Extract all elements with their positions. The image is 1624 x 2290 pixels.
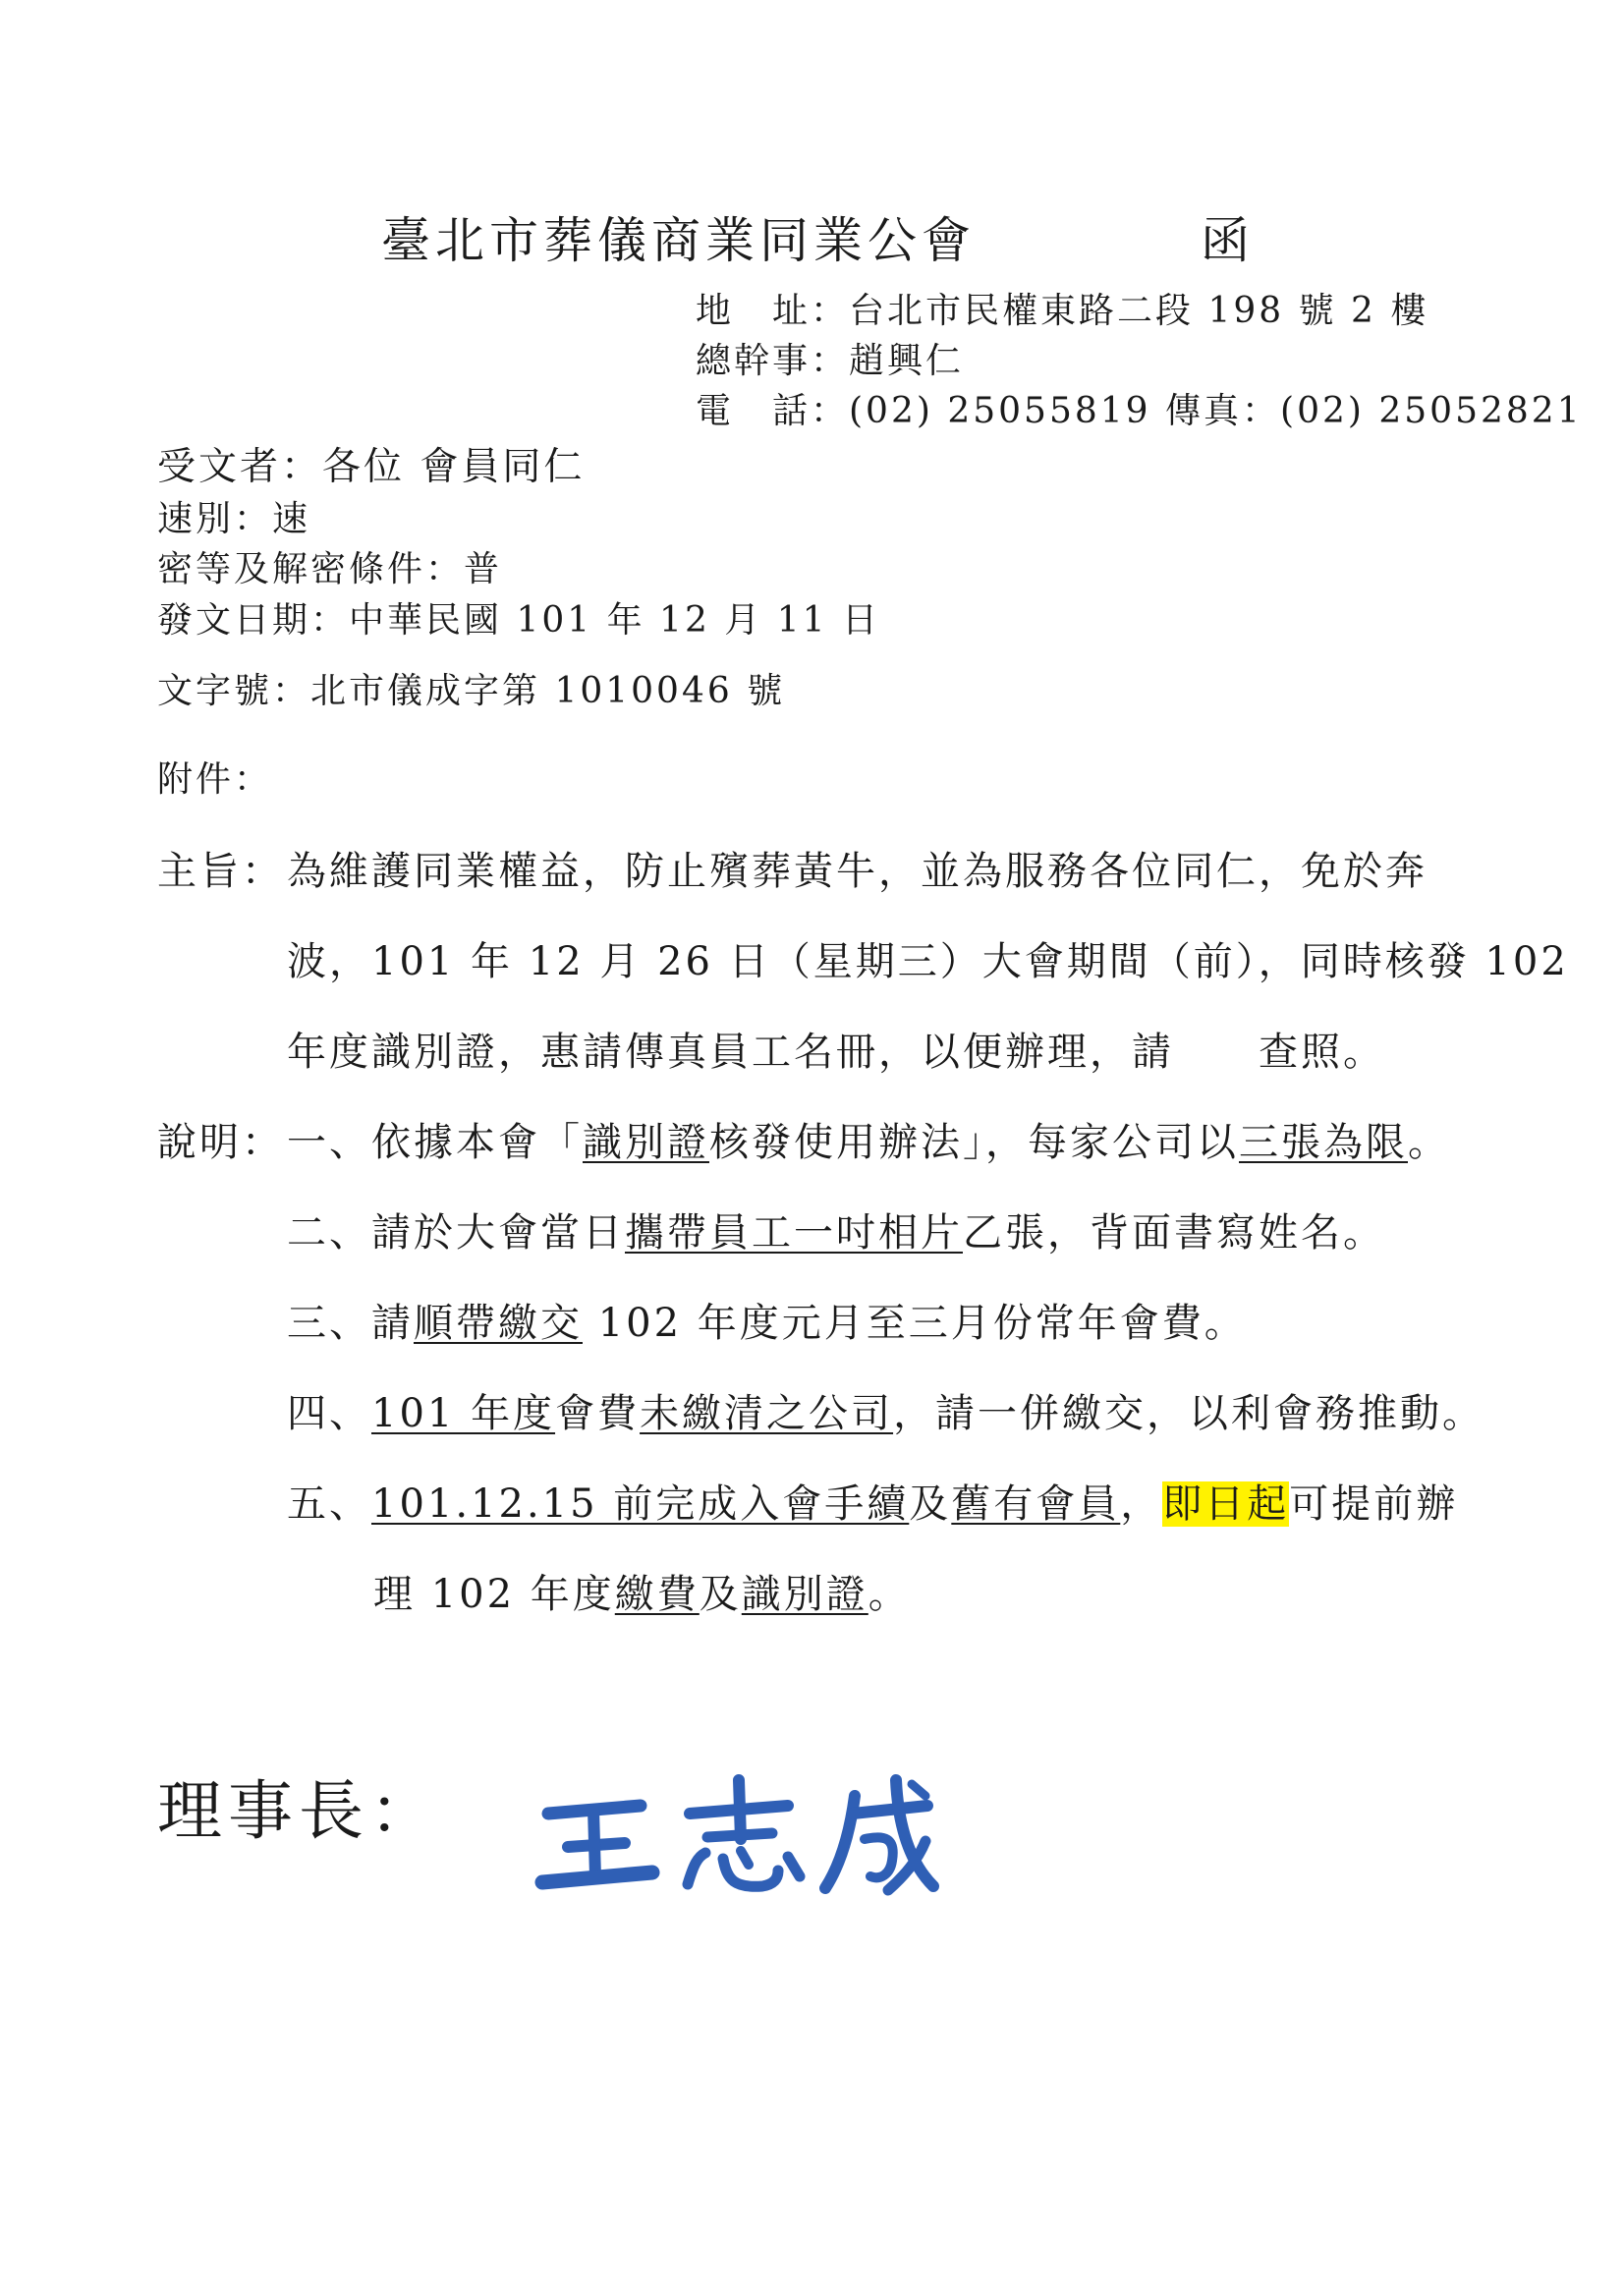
text-segment: 。 — [1408, 1120, 1450, 1165]
underlined-text: 未繳清之公司 — [640, 1391, 894, 1436]
text-segment: 四、 — [287, 1391, 371, 1436]
explanation-item-1 — [287, 1111, 1450, 1167]
subject-label: 主旨： — [157, 849, 284, 894]
explanation-item-2 — [287, 1201, 1385, 1257]
underlined-text: 三張為限 — [1239, 1120, 1408, 1165]
text-segment: 一、依據本會「 — [287, 1120, 583, 1165]
text-segment: 乙張，背面書寫姓名。 — [963, 1210, 1385, 1256]
explanation-item-4 — [287, 1382, 1484, 1438]
chairman-label: 理事長： — [157, 1773, 440, 1849]
text-segment: 理 102 年度 — [373, 1572, 615, 1617]
text-segment: 102 年度元月至三月份常年會費。 — [583, 1301, 1247, 1346]
doc-number: 文字號：北市儀成字第 1010046 號 — [157, 671, 786, 711]
text-segment: 及 — [909, 1481, 952, 1527]
org-title: 臺北市葬儀商業同業公會 — [381, 212, 976, 269]
text-segment: 會費 — [555, 1391, 641, 1436]
text-segment: 三、請 — [287, 1301, 414, 1346]
classification: 密等及解密條件：普 — [157, 549, 503, 589]
highlighted-text: 即日起 — [1162, 1481, 1290, 1527]
subject-line-2: 波，101 年 12 月 26 日（星期三）大會期間（前），同時核發 102 — [287, 939, 1569, 984]
underlined-text: 順帶繳交 — [414, 1301, 583, 1346]
text-segment: 核發使用辦法」，每家公司以 — [709, 1120, 1239, 1165]
underlined-text: 101 年度 — [371, 1391, 556, 1436]
explanation-item-3 — [287, 1292, 1247, 1348]
underlined-text: 舊有會員 — [951, 1481, 1121, 1527]
recipient: 受文者：各位 會員同仁 — [157, 445, 586, 489]
text-segment: 及 — [699, 1572, 742, 1617]
doc-type: 函 — [1201, 212, 1250, 269]
explanation-item-5-continued — [373, 1563, 911, 1619]
text-segment: ，請一併繳交，以利會務推動。 — [893, 1391, 1485, 1436]
subject-line-1: 為維護同業權益，防止殯葬黃牛，並為服務各位同仁，免於奔 — [287, 849, 1428, 894]
explanation-item-5 — [287, 1473, 1458, 1529]
attachment: 附件： — [157, 759, 273, 800]
underlined-text: 101.12.15 前完成入會手續 — [371, 1481, 910, 1527]
text-segment: 可提前辦 — [1289, 1481, 1459, 1527]
underlined-text: 識別證 — [741, 1572, 868, 1617]
phone-line: 電 話：(02) 25055819 傳真：(02) 25052821 — [696, 391, 1583, 431]
issue-date: 發文日期：中華民國 101 年 12 月 11 日 — [157, 600, 880, 641]
underlined-text: 攜帶員工一吋相片 — [625, 1210, 963, 1256]
text-segment: 。 — [868, 1572, 911, 1617]
underlined-text: 繳費 — [614, 1572, 700, 1617]
text-segment: 五、 — [287, 1481, 371, 1527]
explanation-label: 說明： — [157, 1120, 284, 1165]
subject-line-3: 年度識別證，惠請傳真員工名冊，以便辦理，請 查照。 — [287, 1030, 1385, 1075]
signature-stamp — [531, 1766, 943, 1904]
speed: 速別：速 — [157, 499, 311, 539]
text-segment: 二、請於大會當日 — [287, 1210, 625, 1256]
underlined-text: 識別證 — [583, 1120, 709, 1165]
address-line: 地 址：台北市民權東路二段 198 號 2 樓 — [696, 291, 1429, 331]
secretary-line: 總幹事：趙興仁 — [696, 341, 965, 381]
text-segment: ， — [1120, 1481, 1163, 1527]
